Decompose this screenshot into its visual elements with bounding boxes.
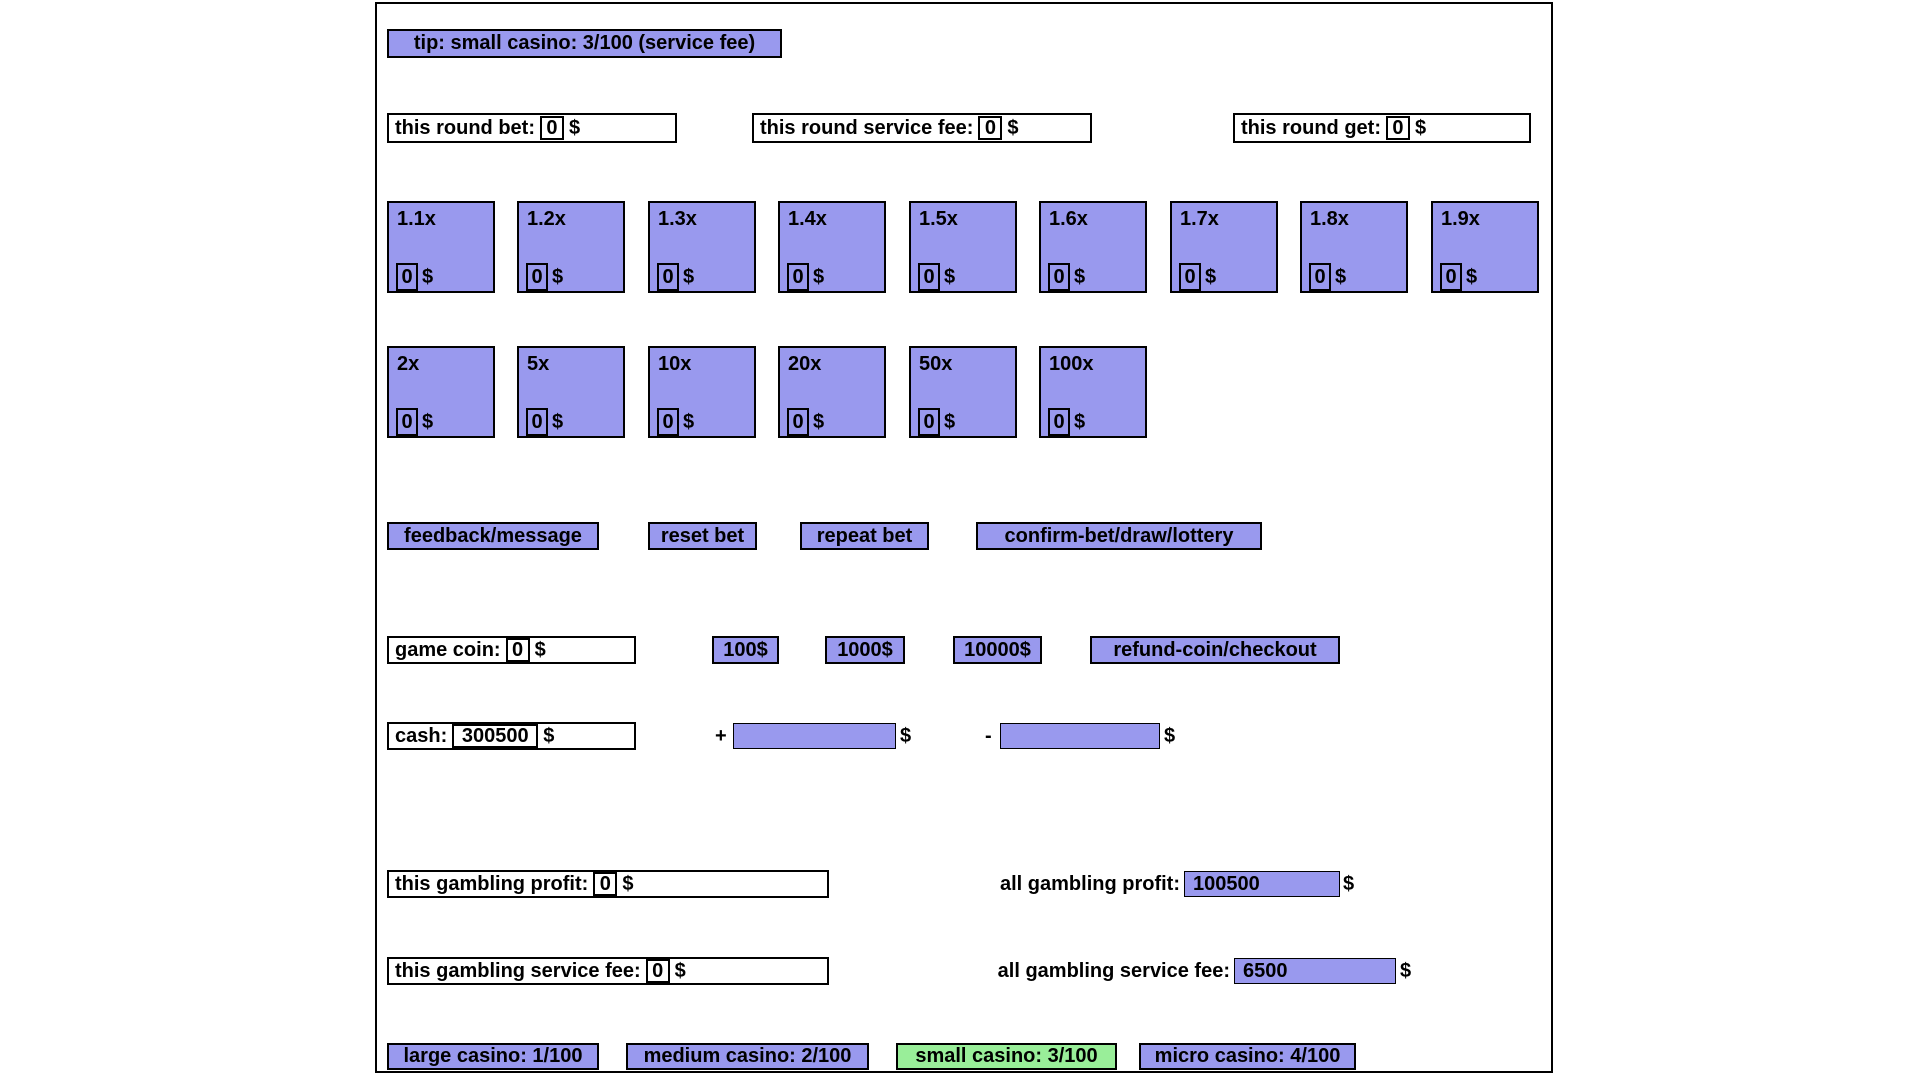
- dollar-sign: $: [944, 410, 956, 433]
- this-gambling-profit-box: [387, 870, 829, 898]
- multiplier-bet-input[interactable]: 0: [526, 408, 548, 436]
- multiplier-box-50x[interactable]: [909, 346, 1017, 438]
- round-get-value: 0: [1386, 116, 1410, 140]
- multiplier-label: 1.5x: [919, 208, 958, 230]
- round-bet-label: this round bet:: [395, 116, 535, 139]
- dollar-sign: $: [422, 410, 434, 433]
- dollar-sign: $: [674, 959, 686, 982]
- dollar-sign: $: [944, 265, 956, 288]
- multiplier-bet-input[interactable]: 0: [657, 263, 679, 291]
- round-get-box: [1233, 113, 1531, 143]
- dollar-sign: $: [813, 265, 825, 288]
- confirm-bet-draw-lottery-button[interactable]: confirm-bet/draw/lottery: [976, 522, 1262, 550]
- small-casino-button-active[interactable]: small casino: 3/100: [896, 1043, 1117, 1070]
- dollar-sign: $: [1466, 265, 1478, 288]
- feedback-message-button[interactable]: feedback/message: [387, 522, 599, 550]
- dollar-sign: $: [1074, 265, 1086, 288]
- dollar-sign: $: [813, 410, 825, 433]
- dollar-sign: $: [543, 724, 555, 747]
- round-service-fee-label: this round service fee:: [760, 116, 974, 139]
- game-panel: [375, 2, 1553, 1073]
- dollar-sign: $: [1343, 872, 1355, 895]
- cash-minus-input[interactable]: [1000, 723, 1160, 749]
- reset-bet-button[interactable]: reset bet: [648, 522, 757, 550]
- multiplier-label: 50x: [919, 353, 953, 375]
- round-bet-box: [387, 113, 677, 143]
- multiplier-label: 10x: [658, 353, 692, 375]
- multiplier-box-1-3x[interactable]: [648, 201, 756, 293]
- multiplier-bet-input[interactable]: 0: [1179, 263, 1201, 291]
- multiplier-bet-input[interactable]: 0: [1440, 263, 1462, 291]
- multiplier-label: 1.2x: [527, 208, 566, 230]
- dollar-sign: $: [1400, 959, 1412, 982]
- this-gambling-service-fee-label: this gambling service fee:: [395, 959, 641, 982]
- multiplier-box-1-7x[interactable]: [1170, 201, 1278, 293]
- this-gambling-profit-label: this gambling profit:: [395, 872, 589, 895]
- cash-value: 300500: [452, 724, 538, 748]
- add-coin-1000-button[interactable]: 1000$: [825, 636, 905, 664]
- micro-casino-button[interactable]: micro casino: 4/100: [1139, 1043, 1356, 1070]
- multiplier-box-1-2x[interactable]: [517, 201, 625, 293]
- multiplier-bet-input[interactable]: 0: [396, 408, 418, 436]
- multiplier-bet-input[interactable]: 0: [918, 263, 940, 291]
- multiplier-box-1-8x[interactable]: [1300, 201, 1408, 293]
- add-coin-100-button[interactable]: 100$: [712, 636, 779, 664]
- repeat-bet-button[interactable]: repeat bet: [800, 522, 929, 550]
- this-gambling-profit-value: 0: [593, 872, 617, 896]
- all-gambling-profit-label: all gambling profit:: [1000, 872, 1180, 895]
- multiplier-label: 5x: [527, 353, 550, 375]
- multiplier-box-1-5x[interactable]: [909, 201, 1017, 293]
- dollar-sign: $: [1335, 265, 1347, 288]
- multiplier-label: 20x: [788, 353, 822, 375]
- cash-plus-input[interactable]: [733, 723, 896, 749]
- multiplier-label: 2x: [397, 353, 420, 375]
- round-bet-value: 0: [540, 116, 564, 140]
- multiplier-box-10x[interactable]: [648, 346, 756, 438]
- large-casino-button[interactable]: large casino: 1/100: [387, 1043, 599, 1070]
- dollar-sign: $: [622, 872, 634, 895]
- multiplier-label: 1.7x: [1180, 208, 1219, 230]
- multiplier-bet-input[interactable]: 0: [396, 263, 418, 291]
- game-coin-value: 0: [506, 638, 530, 662]
- dollar-sign: $: [422, 265, 434, 288]
- dollar-sign: $: [1414, 116, 1427, 139]
- dollar-sign: $: [568, 116, 581, 139]
- all-gambling-profit-value: 100500: [1184, 871, 1340, 897]
- cash-box: [387, 722, 636, 750]
- dollar-sign: $: [683, 410, 695, 433]
- minus-sign: -: [985, 724, 992, 747]
- multiplier-label: 1.9x: [1441, 208, 1480, 230]
- multiplier-box-20x[interactable]: [778, 346, 886, 438]
- this-gambling-service-fee-box: [387, 957, 829, 985]
- multiplier-label: 1.8x: [1310, 208, 1349, 230]
- multiplier-label: 100x: [1049, 353, 1094, 375]
- dollar-sign: $: [1205, 265, 1217, 288]
- dollar-sign: $: [552, 410, 564, 433]
- multiplier-bet-input[interactable]: 0: [1309, 263, 1331, 291]
- plus-sign: +: [715, 724, 727, 747]
- multiplier-label: 1.6x: [1049, 208, 1088, 230]
- dollar-sign: $: [683, 265, 695, 288]
- dollar-sign: $: [534, 638, 546, 661]
- multiplier-bet-input[interactable]: 0: [526, 263, 548, 291]
- all-gambling-service-fee-label: all gambling service fee:: [997, 959, 1230, 982]
- cash-label: cash:: [395, 724, 448, 747]
- multiplier-label: 1.3x: [658, 208, 697, 230]
- tip-banner: tip: small casino: 3/100 (service fee): [387, 29, 782, 58]
- round-service-fee-box: [752, 113, 1092, 143]
- all-gambling-service-fee-value: 6500: [1234, 958, 1396, 984]
- multiplier-box-5x[interactable]: [517, 346, 625, 438]
- round-service-fee-value: 0: [978, 116, 1002, 140]
- dollar-sign: $: [1007, 116, 1019, 139]
- multiplier-box-2x[interactable]: [387, 346, 495, 438]
- multiplier-box-1-9x[interactable]: [1431, 201, 1539, 293]
- multiplier-box-1-1x[interactable]: [387, 201, 495, 293]
- this-gambling-service-fee-value: 0: [646, 959, 670, 983]
- dollar-sign: $: [900, 724, 912, 747]
- multiplier-bet-input[interactable]: 0: [1048, 408, 1070, 436]
- multiplier-bet-input[interactable]: 0: [918, 408, 940, 436]
- multiplier-bet-input[interactable]: 0: [657, 408, 679, 436]
- dollar-sign: $: [1074, 410, 1086, 433]
- game-coin-box: [387, 636, 636, 664]
- game-coin-label: game coin:: [395, 638, 501, 661]
- multiplier-label: 1.1x: [397, 208, 436, 230]
- dollar-sign: $: [1164, 724, 1176, 747]
- dollar-sign: $: [552, 265, 564, 288]
- multiplier-box-1-6x[interactable]: [1039, 201, 1147, 293]
- multiplier-bet-input[interactable]: 0: [787, 408, 809, 436]
- refund-coin-checkout-button[interactable]: refund-coin/checkout: [1090, 636, 1340, 664]
- multiplier-bet-input[interactable]: 0: [787, 263, 809, 291]
- add-coin-10000-button[interactable]: 10000$: [953, 636, 1042, 664]
- multiplier-box-100x[interactable]: [1039, 346, 1147, 438]
- multiplier-box-1-4x[interactable]: [778, 201, 886, 293]
- multiplier-label: 1.4x: [788, 208, 827, 230]
- round-get-label: this round get:: [1241, 116, 1381, 139]
- multiplier-bet-input[interactable]: 0: [1048, 263, 1070, 291]
- medium-casino-button[interactable]: medium casino: 2/100: [626, 1043, 869, 1070]
